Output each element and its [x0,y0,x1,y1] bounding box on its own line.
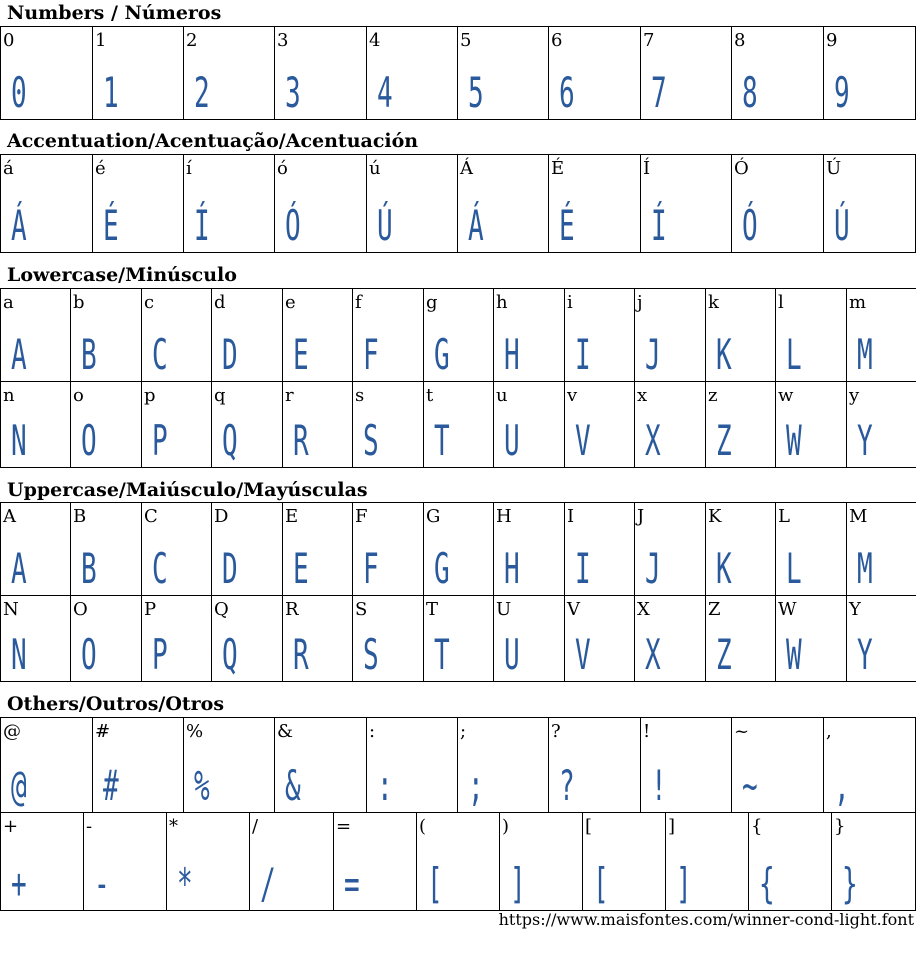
glyph-sample: A [11,330,27,379]
glyph-cell [283,503,353,596]
glyph-label: ó [277,158,288,179]
glyph-sample: 0 [11,68,27,117]
glyph-cell [824,718,916,813]
glyph-label: 3 [277,30,289,51]
glyph-cell [732,155,824,253]
glyph-label: F [355,506,368,527]
glyph-cell [184,718,275,813]
glyph-sample: O [81,630,97,679]
glyph-cell [93,155,184,253]
glyph-cell [565,382,635,468]
glyph-label: R [285,599,299,620]
glyph-label: O [73,599,88,620]
glyph-cell [776,503,847,596]
glyph-label: & [277,721,294,742]
glyph-label: A [3,506,16,527]
glyph-label: * [169,816,178,837]
glyph-sample: N [11,416,27,465]
glyph-label: b [73,292,85,313]
glyph-sample: P [152,630,168,679]
glyph-sample: F [363,544,379,593]
glyph-sample: I [575,330,591,379]
glyph-cell [500,813,583,911]
glyph-sample: ~ [742,761,758,810]
glyph-label: , [826,721,832,742]
glyph-label: r [285,385,294,406]
glyph-cell [367,155,458,253]
glyph-cell [93,27,184,120]
glyph-sample: Z [716,630,732,679]
glyph-cell [71,289,142,382]
glyph-label: 1 [95,30,107,51]
numbers-grid [0,26,916,120]
glyph-sample: G [434,330,450,379]
glyph-label: q [214,385,226,406]
glyph-cell [417,813,500,911]
glyph-cell [824,155,916,253]
glyph-cell [494,503,565,596]
glyph-sample: V [575,630,591,679]
glyph-label: - [86,816,93,837]
glyph-label: } [834,816,846,837]
glyph-cell [565,503,635,596]
glyph-label: w [778,385,794,406]
glyph-label: Í [643,158,651,179]
glyph-label: v [567,385,578,406]
others-row [0,813,916,911]
glyph-sample: K [716,544,732,593]
lowercase-row [0,289,916,382]
glyph-cell [353,596,424,682]
glyph-cell [353,289,424,382]
glyph-cell [71,596,142,682]
glyph-cell [776,382,847,468]
glyph-sample: A [11,544,27,593]
glyph-cell [1,503,71,596]
glyph-label: V [567,599,580,620]
glyph-cell [706,382,776,468]
section-title-others: Others/Outros/Otros [7,693,225,715]
glyph-label: Ú [826,158,842,179]
glyph-label: 8 [734,30,746,51]
uppercase-row [0,503,916,596]
glyph-label: S [355,599,368,620]
glyph-label: c [144,292,155,313]
glyph-sample: X [645,630,661,679]
glyph-cell [847,289,916,382]
glyph-sample: Y [857,416,873,465]
glyph-sample: R [293,416,309,465]
glyph-label: y [849,385,860,406]
glyph-sample: D [222,330,238,379]
glyph-sample: @ [11,761,27,810]
glyph-cell [424,382,494,468]
glyph-label: [ [585,816,593,837]
glyph-sample: Y [857,630,873,679]
glyph-sample: D [222,544,238,593]
glyph-label: e [285,292,296,313]
glyph-cell [424,596,494,682]
glyph-sample: 2 [194,68,210,117]
glyph-label: ~ [734,721,750,742]
glyph-sample: Ú [377,201,393,250]
section-title-lowercase: Lowercase/Minúsculo [7,264,237,286]
glyph-cell [706,289,776,382]
lowercase-row [0,382,916,468]
glyph-sample: 8 [742,68,758,117]
glyph-cell [776,596,847,682]
accentuation-grid [0,154,916,253]
glyph-sample: M [857,544,873,593]
glyph-label: 7 [643,30,655,51]
glyph-label: ( [419,816,427,837]
glyph-label: l [778,292,784,313]
glyph-sample: W [786,416,802,465]
glyph-label: t [426,385,434,406]
glyph-label: T [426,599,439,620]
glyph-cell [142,382,212,468]
glyph-cell [367,718,458,813]
glyph-cell [776,289,847,382]
glyph-cell [732,718,824,813]
glyph-cell [565,596,635,682]
glyph-sample: + [11,859,27,908]
glyph-sample: G [434,544,450,593]
glyph-sample: S [363,416,379,465]
glyph-cell [458,27,549,120]
glyph-cell [424,503,494,596]
glyph-cell [1,382,71,468]
glyph-label: Ó [734,158,749,179]
glyph-sample: [ [593,859,609,908]
glyph-sample: 5 [468,68,484,117]
glyph-sample: % [194,761,210,810]
glyph-label: 6 [551,30,563,51]
glyph-sample: X [645,416,661,465]
section-title-accentuation: Accentuation/Acentuação/Acentuación [7,130,419,152]
glyph-label: ) [502,816,510,837]
glyph-label: W [778,599,797,620]
glyph-sample: W [786,630,802,679]
glyph-sample: Á [11,201,27,250]
glyph-label: G [426,506,441,527]
glyph-label: Á [460,158,473,179]
glyph-label: L [778,506,790,527]
numbers-row [0,27,916,120]
glyph-cell [212,382,283,468]
glyph-cell [212,596,283,682]
glyph-label: f [355,292,362,313]
glyph-sample: K [716,330,732,379]
glyph-cell [142,503,212,596]
glyph-label: P [144,599,157,620]
glyph-label: / [252,816,259,837]
glyph-cell [275,27,367,120]
section-title-uppercase: Uppercase/Maiúsculo/Mayúsculas [7,479,368,501]
glyph-cell [549,155,641,253]
glyph-cell [1,289,71,382]
glyph-label: N [3,599,19,620]
glyph-cell [847,596,916,682]
glyph-sample: 4 [377,68,393,117]
glyph-label: % [186,721,204,742]
glyph-sample: ! [651,761,667,810]
glyph-sample: I [575,544,591,593]
glyph-cell [275,718,367,813]
glyph-cell [565,289,635,382]
uppercase-row [0,596,916,682]
glyph-label: 0 [3,30,15,51]
glyph-sample: * [177,859,193,908]
glyph-cell [494,382,565,468]
glyph-label: X [637,599,650,620]
glyph-cell [184,27,275,120]
glyph-cell [275,155,367,253]
glyph-sample: M [857,330,873,379]
glyph-label: ? [551,721,561,742]
glyph-cell [283,596,353,682]
glyph-sample: Ú [834,201,850,250]
glyph-cell [1,27,93,120]
glyph-cell [1,596,71,682]
glyph-sample: = [344,859,360,908]
glyph-label: ú [369,158,381,179]
glyph-cell [641,155,732,253]
glyph-sample: 7 [651,68,667,117]
glyph-cell [549,27,641,120]
glyph-sample: T [434,630,450,679]
glyph-sample: ] [676,859,692,908]
glyph-label: E [285,506,299,527]
glyph-label: é [95,158,106,179]
glyph-label: B [73,506,87,527]
glyph-cell [641,27,732,120]
glyph-sample: 9 [834,68,850,117]
glyph-cell [635,289,706,382]
glyph-label: m [849,292,867,313]
glyph-label: í [186,158,192,179]
glyph-sample: E [293,544,309,593]
glyph-sample: ; [468,761,484,810]
glyph-cell [1,813,84,911]
glyph-sample: & [285,761,301,810]
glyph-cell [583,813,666,911]
glyph-cell [847,382,916,468]
glyph-label: j [637,292,643,313]
glyph-sample: U [504,416,520,465]
glyph-sample: L [786,330,802,379]
glyph-cell [212,503,283,596]
glyph-cell [458,718,549,813]
glyph-label: p [144,385,156,406]
glyph-label: ; [460,721,467,742]
glyph-cell [1,718,93,813]
glyph-sample: { [759,859,775,908]
glyph-cell [635,596,706,682]
glyph-cell [635,382,706,468]
glyph-sample: : [377,761,393,810]
others-row [0,718,916,813]
glyph-label: @ [3,721,21,742]
glyph-sample: L [786,544,802,593]
glyph-label: É [551,158,565,179]
glyph-sample: B [81,544,97,593]
glyph-label: 2 [186,30,198,51]
glyph-label: u [496,385,508,406]
uppercase-grid [0,502,916,682]
glyph-sample: J [645,544,661,593]
glyph-label: C [144,506,158,527]
glyph-label: a [3,292,14,313]
glyph-cell [824,27,916,120]
glyph-label: x [637,385,648,406]
glyph-cell [71,382,142,468]
glyph-sample: Q [222,630,238,679]
glyph-label: z [708,385,718,406]
glyph-label: = [336,816,352,837]
glyph-label: ! [643,721,651,742]
glyph-sample: - [94,859,110,908]
glyph-sample: É [559,201,575,250]
glyph-cell [167,813,250,911]
glyph-sample: V [575,416,591,465]
glyph-label: á [3,158,14,179]
glyph-sample: J [645,330,661,379]
glyph-cell [212,289,283,382]
glyph-cell [549,718,641,813]
glyph-label: 5 [460,30,472,51]
glyph-label: K [708,506,722,527]
glyph-sample: ] [510,859,526,908]
glyph-cell [424,289,494,382]
glyph-label: J [637,506,645,527]
glyph-label: 4 [369,30,381,51]
glyph-cell [334,813,417,911]
glyph-cell [367,27,458,120]
glyph-cell [706,503,776,596]
glyph-sample: ? [559,761,575,810]
glyph-cell [353,382,424,468]
glyph-sample: N [11,630,27,679]
glyph-cell [353,503,424,596]
glyph-sample: O [81,416,97,465]
glyph-label: o [73,385,84,406]
glyph-cell [832,813,916,911]
glyph-sample: } [842,859,858,908]
glyph-sample: C [152,544,168,593]
glyph-sample: 3 [285,68,301,117]
glyph-cell [847,503,916,596]
glyph-label: # [95,721,111,742]
glyph-label: Y [849,599,861,620]
section-title-numbers: Numbers / Números [7,2,222,24]
glyph-cell [184,155,275,253]
glyph-cell [250,813,334,911]
glyph-label: M [849,506,868,527]
glyph-label: ] [668,816,676,837]
glyph-sample: R [293,630,309,679]
glyph-label: k [708,292,719,313]
glyph-cell [142,289,212,382]
glyph-cell [93,718,184,813]
glyph-sample: Q [222,416,238,465]
glyph-sample: Ó [285,201,301,250]
glyph-sample: F [363,330,379,379]
glyph-sample: # [103,761,119,810]
glyph-label: U [496,599,512,620]
glyph-sample: 1 [103,68,119,117]
glyph-label: D [214,506,229,527]
glyph-cell [1,155,93,253]
glyph-sample: H [504,544,520,593]
glyph-sample: Í [194,201,210,250]
glyph-sample: T [434,416,450,465]
glyph-sample: É [103,201,119,250]
glyph-label: n [3,385,15,406]
glyph-cell [635,503,706,596]
glyph-label: i [567,292,573,313]
glyph-sample: Á [468,201,484,250]
lowercase-grid [0,288,916,468]
glyph-sample: C [152,330,168,379]
glyph-label: h [496,292,508,313]
glyph-cell [283,289,353,382]
footer-url[interactable]: https://www.maisfontes.com/winner-cond-light.font [498,910,914,929]
glyph-label: g [426,292,438,313]
glyph-sample: Ó [742,201,758,250]
glyph-cell [84,813,167,911]
glyph-cell [641,718,732,813]
glyph-cell [71,503,142,596]
glyph-cell [283,382,353,468]
glyph-label: Q [214,599,229,620]
glyph-label: s [355,385,365,406]
glyph-cell [494,289,565,382]
glyph-sample: 6 [559,68,575,117]
glyph-sample: , [834,761,850,810]
glyph-label: 9 [826,30,838,51]
glyph-sample: S [363,630,379,679]
glyph-cell [458,155,549,253]
glyph-cell [494,596,565,682]
glyph-label: d [214,292,226,313]
glyph-cell [142,596,212,682]
glyph-label: I [567,506,575,527]
glyph-label: + [3,816,19,837]
glyph-sample: B [81,330,97,379]
glyph-label: H [496,506,512,527]
others-grid [0,717,916,911]
glyph-cell [666,813,749,911]
glyph-cell [732,27,824,120]
glyph-sample: U [504,630,520,679]
glyph-sample: [ [427,859,443,908]
glyph-sample: P [152,416,168,465]
glyph-sample: H [504,330,520,379]
accents-row [0,155,916,253]
glyph-label: : [369,721,376,742]
glyph-label: Z [708,599,721,620]
glyph-sample: Í [651,201,667,250]
glyph-sample: Z [716,416,732,465]
glyph-sample: E [293,330,309,379]
glyph-cell [749,813,832,911]
glyph-sample: / [260,859,276,908]
glyph-cell [706,596,776,682]
glyph-label: { [751,816,763,837]
